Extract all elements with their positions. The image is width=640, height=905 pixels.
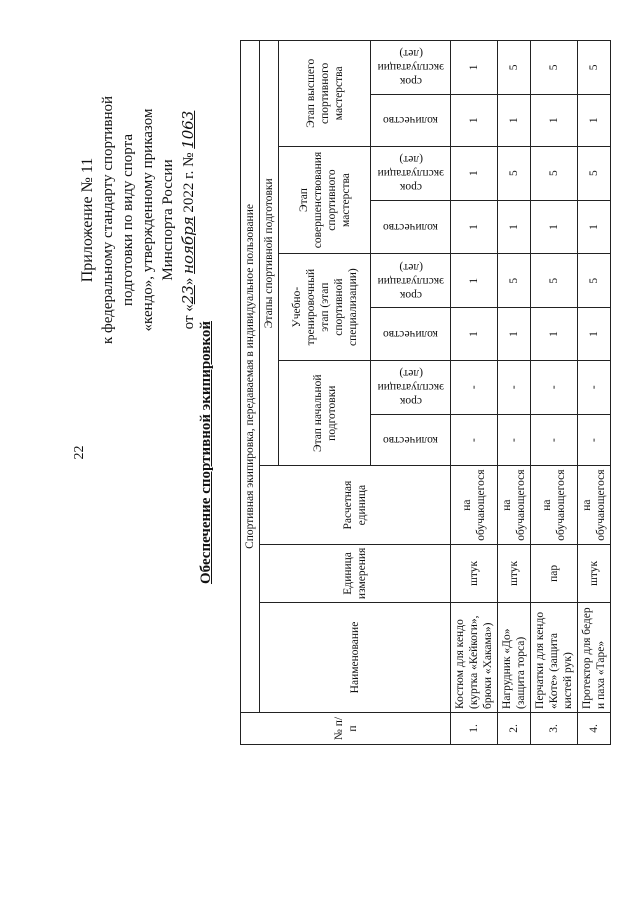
row-val: 1 (451, 41, 498, 95)
appendix-line-2: подготовки по виду спорта (120, 134, 136, 306)
sub-qty-label: количество (383, 114, 438, 127)
sub-header-qty (371, 308, 451, 361)
table-row (451, 41, 498, 745)
row-calc: на обучающегося (498, 466, 531, 544)
row-val: 5 (531, 41, 578, 95)
row-unit: штук (451, 544, 498, 602)
header-calc: Расчетная единица (260, 466, 451, 544)
sub-header-term (371, 360, 451, 414)
header-stage-2: Учебно-тренировочный этап (этап спортивной специализации) (279, 254, 371, 361)
row-val: 1 (578, 308, 611, 361)
row-val: 1 (578, 200, 611, 254)
row-unit: пар (531, 544, 578, 602)
row-unit: штук (498, 544, 531, 602)
row-val: 1 (531, 94, 578, 146)
row-val: 1 (498, 308, 531, 361)
row-calc: на обучающегося (531, 466, 578, 544)
row-calc: на обучающегося (578, 466, 611, 544)
appendix-date-line (178, 50, 199, 390)
row-calc: на обучающегося (451, 466, 498, 544)
table-row (531, 41, 578, 745)
row-val: 1 (498, 94, 531, 146)
date-year: 2022 г. № (181, 152, 197, 213)
row-val: 5 (498, 146, 531, 200)
equipment-table (240, 40, 611, 745)
row-name: Костюм для кендо (куртка «Кейкоги», брюки «Хакама») (451, 603, 498, 713)
row-name: Протектор для бедер и паха «Таре» (578, 603, 611, 713)
table-row (498, 41, 531, 745)
row-val: 5 (531, 146, 578, 200)
row-val: 1 (531, 200, 578, 254)
sub-header-qty (371, 200, 451, 254)
row-val: 5 (578, 146, 611, 200)
row-val: - (531, 414, 578, 466)
row-unit: штук (578, 544, 611, 602)
row-val: 1 (451, 200, 498, 254)
row-val: - (498, 414, 531, 466)
row-val: 1 (578, 94, 611, 146)
date-prefix: от « (181, 304, 197, 330)
sub-header-term (371, 41, 451, 95)
row-name: Перчатки для кендо «Коте» (защита кистей рук) (531, 603, 578, 713)
appendix-block (78, 50, 199, 390)
row-val: - (451, 360, 498, 414)
page-number: 22 (72, 445, 87, 460)
header-top: Спортивная экипировка, передаваемая в индивидуальное пользование (241, 41, 260, 713)
appendix-line-4: Минспорта России (160, 159, 176, 281)
row-val: 5 (498, 41, 531, 95)
row-num: 3. (531, 712, 578, 744)
page-heading: Обеспечение спортивной экипировкой (198, 321, 214, 585)
row-name: Нагрудник «До» (защита торса) (498, 603, 531, 713)
sub-term-label: срок эксплуатации (лет) (377, 47, 444, 88)
row-num: 2. (498, 712, 531, 744)
header-stage-1: Этап начальной подготовки (279, 360, 371, 466)
header-num: № п/п (241, 712, 451, 744)
row-val: 5 (578, 41, 611, 95)
row-num: 4. (578, 712, 611, 744)
sub-term-label: срок эксплуатации (лет) (377, 153, 444, 194)
order-number: 1063 (179, 110, 197, 149)
appendix-title: Приложение № 11 (79, 157, 96, 283)
row-val: - (578, 414, 611, 466)
row-val: - (498, 360, 531, 414)
header-name: Наименование (260, 603, 451, 713)
row-val: 5 (498, 254, 531, 308)
row-val: - (531, 360, 578, 414)
row-val: 1 (451, 308, 498, 361)
sub-term-label: срок эксплуатации (лет) (377, 260, 444, 301)
date-day: 23 (179, 285, 197, 305)
header-stage-4: Этап высшего спортивного мастерства (279, 41, 371, 147)
row-val: 1 (531, 308, 578, 361)
row-val: 5 (578, 254, 611, 308)
sub-qty-label: количество (383, 328, 438, 341)
table-row (578, 41, 611, 745)
sub-header-term (371, 146, 451, 200)
header-unit: Единица измерения (260, 544, 451, 602)
date-mid: » (181, 277, 197, 286)
sub-header-qty (371, 414, 451, 466)
row-val: 1 (451, 94, 498, 146)
appendix-line-3: «кендо», утвержденному приказом (140, 108, 156, 332)
row-val: - (578, 360, 611, 414)
row-val: - (451, 414, 498, 466)
header-stages: Этапы спортивной подготовки (260, 41, 279, 466)
sub-header-qty (371, 94, 451, 146)
row-val: 1 (451, 146, 498, 200)
row-val: 5 (531, 254, 578, 308)
date-month: ноября (179, 216, 197, 274)
row-num: 1. (451, 712, 498, 744)
row-val: 1 (498, 200, 531, 254)
sub-term-label: срок эксплуатации (лет) (377, 367, 444, 408)
appendix-line-1: к федеральному стандарту спортивной (100, 95, 116, 345)
sub-qty-label: количество (383, 434, 438, 447)
header-stage-3: Этап совершенствования спортивного мастерства (279, 146, 371, 254)
sub-qty-label: количество (383, 221, 438, 234)
sub-header-term (371, 254, 451, 308)
row-val: 1 (451, 254, 498, 308)
